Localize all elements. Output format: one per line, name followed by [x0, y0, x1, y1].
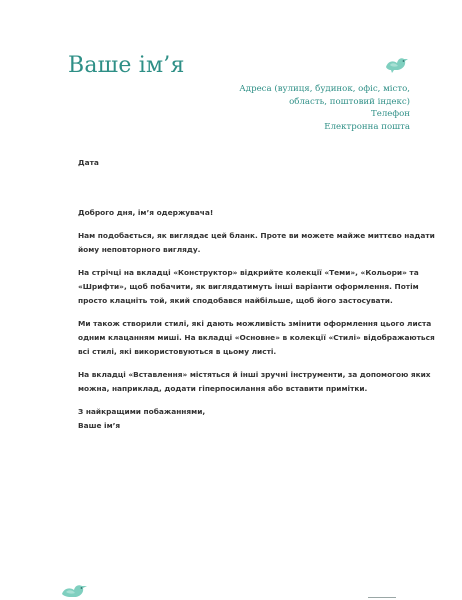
signature-name: Ваше ім’я: [78, 421, 121, 430]
body-paragraph[interactable]: [78, 368, 431, 396]
paragraph-line: На вкладці «Вставлення» містяться й інші зручні інструменти, за допомогою яких: [78, 370, 431, 379]
body-paragraph[interactable]: [78, 266, 419, 308]
paragraph-line: йому неповторного вигляду.: [78, 245, 201, 254]
bird-icon: [60, 583, 88, 600]
paragraph-line: Нам подобається, як виглядає цей бланк. Проте ви можете майже миттєво надати: [78, 231, 435, 240]
paragraph-line: Ми також створили стилі, які дають можливість змінити оформлення цього листа: [78, 319, 432, 328]
address-line[interactable]: Адреса (вулиця, будинок, офіс, місто,: [239, 84, 410, 94]
bird-icon: [383, 55, 409, 75]
body-paragraph[interactable]: [78, 229, 435, 257]
letter-body: [78, 206, 435, 433]
email-line[interactable]: Електронна пошта: [324, 121, 410, 132]
address-line[interactable]: область, поштовий індекс): [289, 96, 410, 107]
footer-divider: [368, 597, 396, 598]
paragraph-line: одним клацанням миші. На вкладці «Основне» в колекції «Стилі» відображаються: [78, 333, 435, 342]
letter-closing[interactable]: [78, 405, 398, 433]
letter-date[interactable]: Дата: [78, 158, 99, 167]
body-paragraph[interactable]: [78, 317, 435, 359]
sender-contact-block: [239, 83, 410, 133]
phone-line[interactable]: Телефон: [371, 109, 410, 119]
paragraph-line: «Шрифти», щоб побачити, як виглядатимуть інші варіанти оформлення. Потім: [78, 282, 419, 291]
paragraph-line: можна, наприклад, додати гіперпосилання або вставити примітки.: [78, 384, 368, 393]
sender-name[interactable]: Ваше ім’я: [68, 53, 185, 78]
paragraph-line: всі стилі, які використовуються в цьому листі.: [78, 347, 277, 356]
letter-greeting[interactable]: Доброго дня, ім’я одержувача!: [78, 208, 214, 217]
paragraph-line: просто клацніть той, який сподобався найбільше, щоб його застосувати.: [78, 296, 393, 305]
paragraph-line: На стрічці на вкладці «Конструктор» відкрийте колекції «Теми», «Кольори» та: [78, 268, 419, 277]
closing-phrase: З найкращими побажаннями,: [78, 407, 206, 416]
